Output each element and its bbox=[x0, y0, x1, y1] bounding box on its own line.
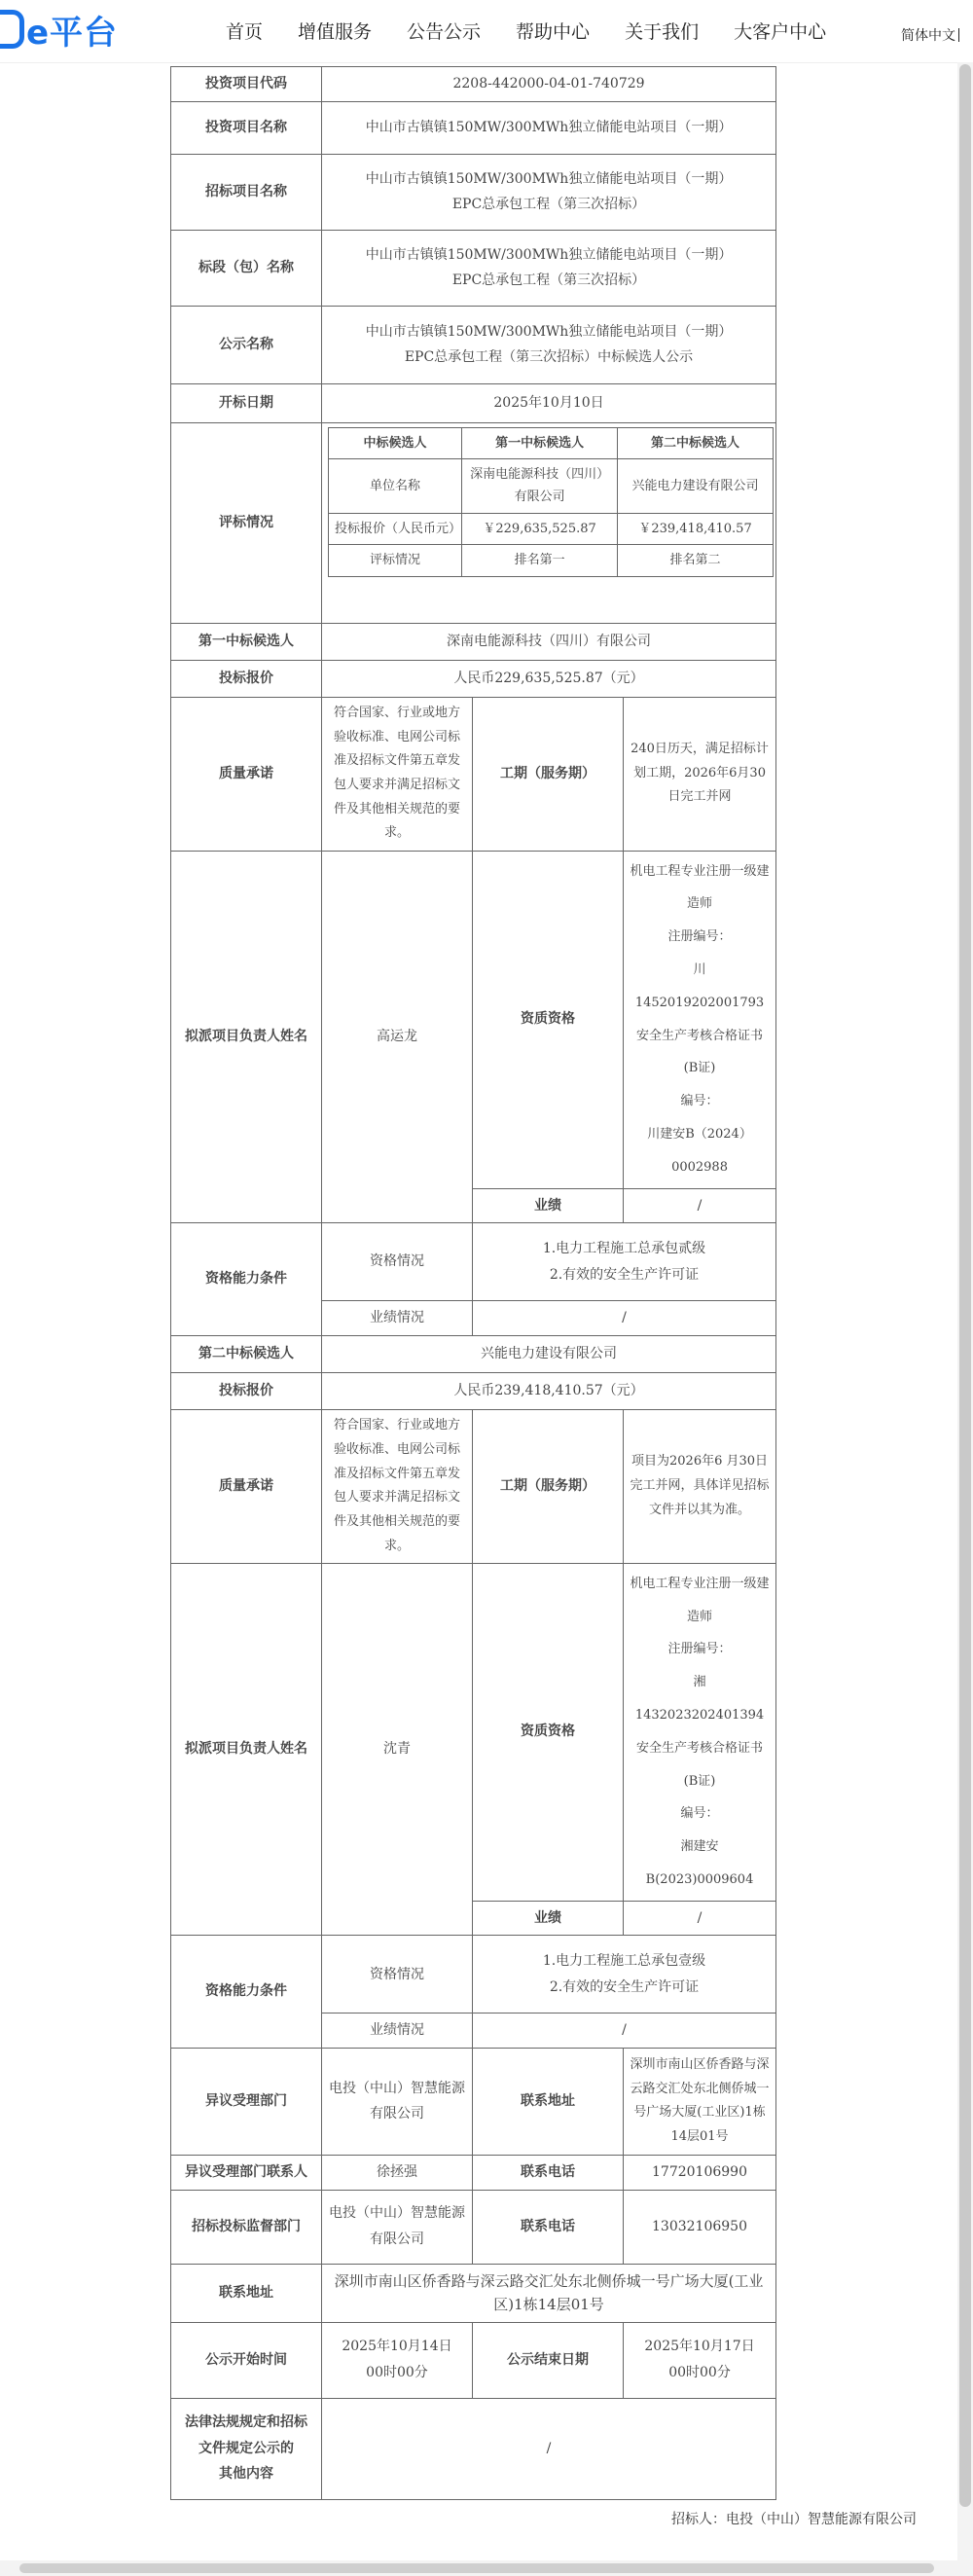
value-candidate1: 深南电能源科技（四川）有限公司 bbox=[322, 623, 776, 660]
notice-name-line1: 中山市古镇镇150MW/300MWh独立储能电站项目（一期） bbox=[365, 323, 733, 340]
row-candidate1-manager bbox=[171, 851, 776, 1188]
value-tender-name bbox=[322, 154, 776, 230]
value-other-content: / bbox=[322, 2398, 776, 2499]
row-supervision-address bbox=[171, 2264, 776, 2322]
label-candidate1: 第一中标候选人 bbox=[171, 623, 322, 660]
nav-help[interactable]: 帮助中心 bbox=[516, 21, 591, 43]
label-section-name: 标段（包）名称 bbox=[171, 230, 322, 306]
evaluation-row-ranking bbox=[329, 545, 774, 576]
evaluation-header-row bbox=[329, 427, 774, 458]
other-label-line: 其他内容 bbox=[219, 2466, 273, 2483]
eval-cell: 排名第一 bbox=[462, 545, 618, 576]
label-candidate1-manager: 拟派项目负责人姓名 bbox=[171, 851, 322, 1223]
label-candidate2-qualification: 资质资格 bbox=[473, 1563, 624, 1901]
value-candidate2-price: 人民币239,418,410.57（元） bbox=[322, 1372, 776, 1409]
value-candidate2-qualification bbox=[624, 1563, 776, 1901]
main-nav bbox=[226, 18, 861, 44]
label-project-code: 投资项目代码 bbox=[171, 67, 322, 102]
qualification-line: 注册编号： bbox=[667, 1642, 732, 1657]
value-candidate2-quality: 符合国家、行业或地方验收标准、电网公司标准及招标文件第五章发包人要求并满足招标文件及其他相关规范的要求。 bbox=[322, 1409, 473, 1563]
tender-name-line2: EPC总承包工程（第三次招标） bbox=[451, 197, 646, 213]
value-candidate2-perf-status: / bbox=[473, 2014, 776, 2049]
qualification-line: 注册编号： bbox=[667, 929, 732, 945]
value-supervision-address: 深圳市南山区侨香路与深云路交汇处东北侧侨城一号广场大厦(工业区)1栋14层01号 bbox=[322, 2264, 776, 2322]
logo-text: e平台 bbox=[26, 13, 119, 53]
site-logo[interactable] bbox=[0, 10, 119, 53]
nav-value-added[interactable]: 增值服务 bbox=[298, 21, 373, 43]
label-candidate1-qual-status: 资格情况 bbox=[322, 1223, 473, 1301]
value-candidate1-quality: 符合国家、行业或地方验收标准、电网公司标准及招标文件第五章发包人要求并满足招标文件及其他相关规范的要求。 bbox=[322, 697, 473, 851]
value-candidate1-period: 240日历天，满足招标计划工期，2026年6月30日完工并网 bbox=[624, 697, 776, 851]
label-candidate2-perf-status: 业绩情况 bbox=[322, 2014, 473, 2049]
eval-cell: 兴能电力建设有限公司 bbox=[618, 458, 774, 513]
value-candidate1-price: 人民币229,635,525.87（元） bbox=[322, 660, 776, 697]
qualification-line: 安全生产考核合格证书(B证) bbox=[636, 1028, 764, 1076]
row-project-name bbox=[171, 101, 776, 154]
value-objection-address: 深圳市南山区侨香路与深云路交汇处东北侧侨城一号广场大厦(工业区)1栋14层01号 bbox=[624, 2048, 776, 2155]
label-project-name: 投资项目名称 bbox=[171, 101, 322, 154]
qualification-line: 川1452019202001793 bbox=[634, 961, 765, 1010]
section-name-line2: EPC总承包工程（第三次招标） bbox=[451, 272, 646, 289]
label-notice-name: 公示名称 bbox=[171, 306, 322, 383]
notice-document bbox=[170, 66, 775, 2500]
row-candidate1-qual-status bbox=[171, 1223, 776, 1301]
evaluation-row-company bbox=[329, 458, 774, 513]
qualification-line: 湘1432023202401394 bbox=[634, 1675, 765, 1723]
row-project-code bbox=[171, 67, 776, 102]
eval-cell: 排名第二 bbox=[618, 545, 774, 576]
label-candidate2-period: 工期（服务期） bbox=[473, 1409, 624, 1563]
row-section-name bbox=[171, 230, 776, 306]
value-supervision-phone: 13032106950 bbox=[624, 2190, 776, 2264]
eval-cell: ￥239,418,410.57 bbox=[618, 513, 774, 544]
row-other-content bbox=[171, 2398, 776, 2499]
label-candidate2-performance: 业绩 bbox=[473, 1901, 624, 1936]
row-candidate1-quality bbox=[171, 697, 776, 851]
publicity-end-date: 2025年10月17日 bbox=[644, 2339, 755, 2355]
label-candidate2-qual-status: 资格情况 bbox=[322, 1936, 473, 2014]
other-label-line: 法律法规规定和招标 bbox=[185, 2414, 307, 2431]
evaluation-row-price bbox=[329, 513, 774, 544]
value-notice-name bbox=[322, 306, 776, 383]
nav-home[interactable]: 首页 bbox=[226, 21, 264, 43]
label-objection-address: 联系地址 bbox=[473, 2048, 624, 2155]
notice-table bbox=[170, 66, 776, 2500]
qualification-line: 编号： bbox=[680, 1094, 719, 1109]
qualification-line: 机电工程专业注册一级建造师 bbox=[630, 1576, 770, 1624]
label-objection-contact: 异议受理部门联系人 bbox=[171, 2155, 322, 2190]
evaluation-table bbox=[328, 427, 774, 577]
value-candidate1-manager: 高运龙 bbox=[322, 851, 473, 1223]
qual-status-line: 2.有效的安全生产许可证 bbox=[549, 1978, 700, 1995]
notice-name-line2: EPC总承包工程（第三次招标）中标候选人公示 bbox=[404, 349, 694, 366]
row-candidate2-price bbox=[171, 1372, 776, 1409]
label-supervision-phone: 联系电话 bbox=[473, 2190, 624, 2264]
row-notice-name bbox=[171, 306, 776, 383]
value-publicity-start bbox=[322, 2322, 473, 2398]
tender-name-line1: 中山市古镇镇150MW/300MWh独立储能电站项目（一期） bbox=[365, 170, 733, 187]
row-evaluation bbox=[171, 422, 776, 623]
label-candidate1-perf-status: 业绩情况 bbox=[322, 1301, 473, 1336]
section-name-line1: 中山市古镇镇150MW/300MWh独立储能电站项目（一期） bbox=[365, 246, 733, 263]
qualification-line: 机电工程专业注册一级建造师 bbox=[630, 863, 770, 912]
top-navigation-bar bbox=[0, 0, 973, 63]
label-objection-phone: 联系电话 bbox=[473, 2155, 624, 2190]
value-candidate2: 兴能电力建设有限公司 bbox=[322, 1335, 776, 1372]
value-candidate1-perf-status: / bbox=[473, 1301, 776, 1336]
publicity-start-time: 00时00分 bbox=[366, 2365, 428, 2380]
label-candidate1-ability: 资格能力条件 bbox=[171, 1223, 322, 1336]
row-objection-contact bbox=[171, 2155, 776, 2190]
value-candidate1-performance: / bbox=[624, 1188, 776, 1223]
row-candidate2-qual-status bbox=[171, 1936, 776, 2014]
row-tender-name bbox=[171, 154, 776, 230]
publicity-end-time: 00时00分 bbox=[668, 2365, 731, 2380]
value-publicity-end bbox=[624, 2322, 776, 2398]
label-supervision-dept: 招标投标监督部门 bbox=[171, 2190, 322, 2264]
tenderer-signature: 招标人：电投（中山）智慧能源有限公司 bbox=[671, 2512, 917, 2527]
label-candidate2-quality: 质量承诺 bbox=[171, 1409, 322, 1563]
evaluation-cell bbox=[322, 422, 776, 623]
value-objection-dept: 电投（中山）智慧能源有限公司 bbox=[322, 2048, 473, 2155]
qual-status-line: 1.电力工程施工总承包贰级 bbox=[542, 1241, 706, 1257]
row-supervision-dept bbox=[171, 2190, 776, 2264]
other-label-line: 文件规定公示的 bbox=[198, 2440, 294, 2456]
eval-cell: 单位名称 bbox=[329, 458, 462, 513]
label-candidate2-price: 投标报价 bbox=[171, 1372, 322, 1409]
label-tender-name: 招标项目名称 bbox=[171, 154, 322, 230]
eval-cell: ￥229,635,525.87 bbox=[462, 513, 618, 544]
language-switch[interactable]: 简体中文 bbox=[901, 25, 959, 45]
eval-header-candidate: 中标候选人 bbox=[329, 427, 462, 458]
value-candidate1-qualification bbox=[624, 851, 776, 1188]
label-candidate1-performance: 业绩 bbox=[473, 1188, 624, 1223]
label-open-date: 开标日期 bbox=[171, 383, 322, 422]
value-candidate2-manager: 沈青 bbox=[322, 1563, 473, 1936]
value-candidate2-performance: / bbox=[624, 1901, 776, 1936]
value-project-name: 中山市古镇镇150MW/300MWh独立储能电站项目（一期） bbox=[322, 101, 776, 154]
eval-header-second: 第二中标候选人 bbox=[618, 427, 774, 458]
row-candidate2-quality bbox=[171, 1409, 776, 1563]
row-publicity-period bbox=[171, 2322, 776, 2398]
label-candidate1-qualification: 资质资格 bbox=[473, 851, 624, 1188]
label-candidate1-price: 投标报价 bbox=[171, 660, 322, 697]
value-project-code: 2208-442000-04-01-740729 bbox=[322, 67, 776, 102]
label-objection-dept: 异议受理部门 bbox=[171, 2048, 322, 2155]
label-candidate1-period: 工期（服务期） bbox=[473, 697, 624, 851]
qualification-line: 安全生产考核合格证书(B证) bbox=[636, 1740, 764, 1789]
eval-header-first: 第一中标候选人 bbox=[462, 427, 618, 458]
nav-about[interactable]: 关于我们 bbox=[625, 21, 700, 43]
row-candidate1 bbox=[171, 623, 776, 660]
value-supervision-dept: 电投（中山）智慧能源有限公司 bbox=[322, 2190, 473, 2264]
row-candidate2 bbox=[171, 1335, 776, 1372]
logo-mark-icon bbox=[0, 10, 24, 49]
value-candidate2-qual-status bbox=[473, 1936, 776, 2014]
row-candidate2-manager bbox=[171, 1563, 776, 1901]
row-candidate1-price bbox=[171, 660, 776, 697]
qual-status-line: 2.有效的安全生产许可证 bbox=[549, 1266, 700, 1283]
label-publicity-end: 公示结束日期 bbox=[473, 2322, 624, 2398]
row-objection-dept bbox=[171, 2048, 776, 2155]
label-candidate2-manager: 拟派项目负责人姓名 bbox=[171, 1563, 322, 1936]
qualification-line: 川建安B（2024）0002988 bbox=[647, 1126, 752, 1175]
horizontal-scroll-thumb[interactable] bbox=[19, 2563, 934, 2573]
value-objection-phone: 17720106990 bbox=[624, 2155, 776, 2190]
nav-enterprise[interactable]: 大客户中心 bbox=[734, 21, 827, 43]
label-other-content bbox=[171, 2398, 322, 2499]
value-candidate2-period: 项目为2026年6 月30日完工并网，具体详见招标文件并以其为准。 bbox=[624, 1409, 776, 1563]
label-candidate2-ability: 资格能力条件 bbox=[171, 1936, 322, 2049]
label-evaluation: 评标情况 bbox=[171, 422, 322, 623]
value-open-date: 2025年10月10日 bbox=[322, 383, 776, 422]
qualification-line: 湘建安B(2023)0009604 bbox=[645, 1839, 754, 1887]
eval-cell: 评标情况 bbox=[329, 545, 462, 576]
label-supervision-address: 联系地址 bbox=[171, 2264, 322, 2322]
publicity-start-date: 2025年10月14日 bbox=[342, 2339, 452, 2355]
nav-notices[interactable]: 公告公示 bbox=[407, 21, 482, 43]
value-objection-contact: 徐拯强 bbox=[322, 2155, 473, 2190]
eval-cell: 投标报价（人民币元） bbox=[329, 513, 462, 544]
eval-cell: 深南电能源科技（四川）有限公司 bbox=[462, 458, 618, 513]
vertical-scroll-thumb[interactable] bbox=[959, 64, 971, 2507]
qualification-line: 编号： bbox=[680, 1806, 719, 1822]
value-section-name bbox=[322, 230, 776, 306]
value-candidate1-qual-status bbox=[473, 1223, 776, 1301]
qual-status-line: 1.电力工程施工总承包壹级 bbox=[542, 1953, 706, 1970]
label-candidate1-quality: 质量承诺 bbox=[171, 697, 322, 851]
label-candidate2: 第二中标候选人 bbox=[171, 1335, 322, 1372]
row-open-date bbox=[171, 383, 776, 422]
label-publicity-start: 公示开始时间 bbox=[171, 2322, 322, 2398]
